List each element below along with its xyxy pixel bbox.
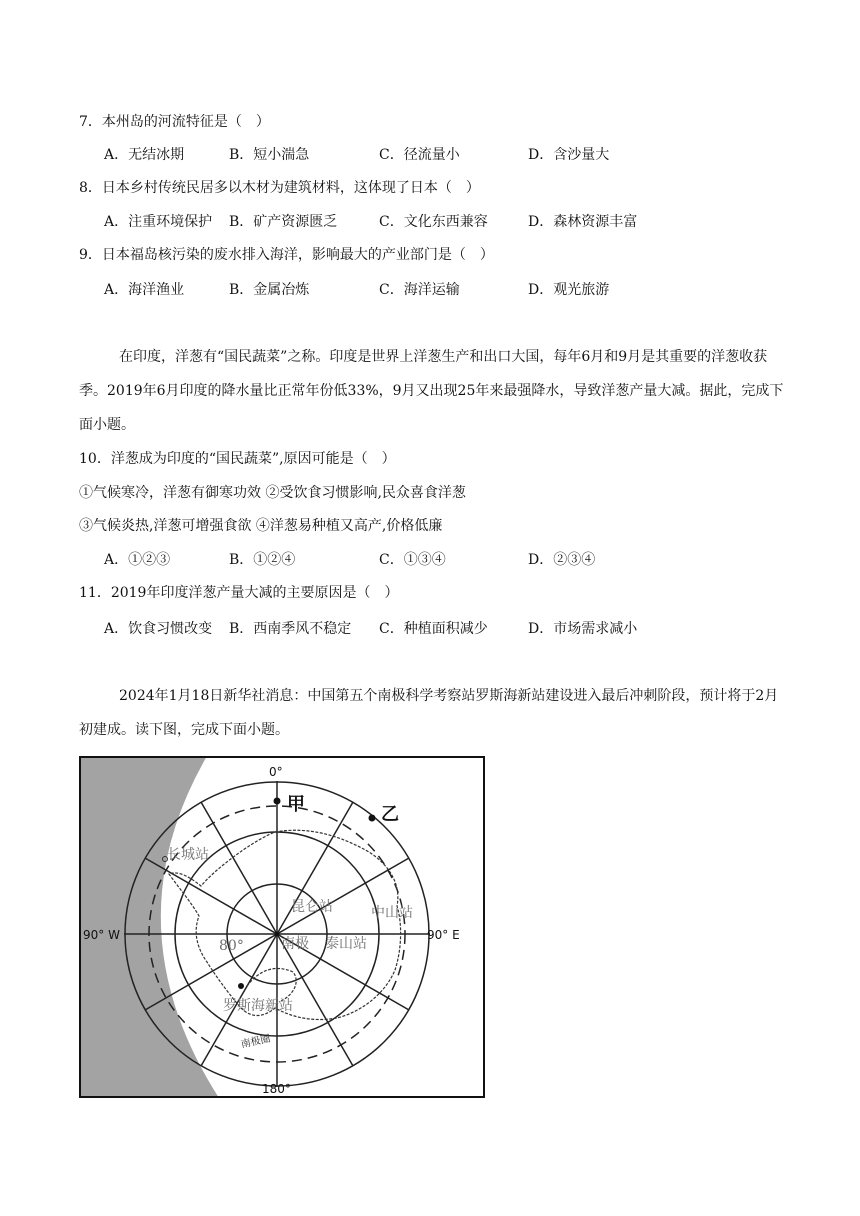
question-8-option-d: D．森林资源丰富 <box>528 214 638 230</box>
antarctica-map <box>79 756 485 1098</box>
passage-india-onion: 在印度，洋葱有“国民蔬菜”之称。印度是世界上洋葱生产和出口大国，每年6月和9月是其重要的洋葱收获季。2019年6月印度的降水量比正常年份低33%，9月又出现25年来最强降水，导致洋葱产量大减。据此，完成下面小题。 <box>79 349 784 433</box>
label-changcheng: 长城站 <box>167 847 209 863</box>
label-jia: 甲 <box>287 794 305 815</box>
question-7-option-a: A．无结冰期 <box>104 147 185 163</box>
label-yi: 乙 <box>381 804 399 825</box>
south-pole-marker <box>275 932 279 936</box>
question-8-stem: 8．日本乡村传统民居多以木材为建筑材料，这体现了日本（ ） <box>79 180 480 196</box>
point-yi-marker <box>369 815 376 822</box>
question-7-option-d: D．含沙量大 <box>528 147 610 163</box>
question-11-stem: 11．2019年印度洋葱产量大减的主要原因是（ ） <box>79 585 399 601</box>
label-80-degree: 80° <box>219 938 244 954</box>
luosihai-marker <box>238 983 244 989</box>
label-90e: 90° E <box>427 928 460 942</box>
question-8-option-a: A．注重环境保护 <box>104 214 213 230</box>
label-zhongshan: 中山站 <box>371 905 413 921</box>
question-11-option-a: A．饮食习惯改变 <box>104 621 213 637</box>
question-10-items-2: ③气候炎热,洋葱可增强食欲 ④洋葱易种植又高产,价格低廉 <box>79 518 443 534</box>
question-11-option-c: C．种植面积减少 <box>379 621 488 637</box>
label-kunlun: 昆仑站 <box>291 899 333 915</box>
label-luosihai: 罗斯海新站 <box>223 998 293 1014</box>
question-10-stem: 10．洋葱成为印度的“国民蔬菜”,原因可能是（ ） <box>79 451 396 467</box>
question-11-option-d: D．市场需求减小 <box>528 621 638 637</box>
question-7-option-b: B．短小湍急 <box>229 147 310 163</box>
question-9-option-c: C．海洋运输 <box>379 282 460 298</box>
question-9-option-a: A．海洋渔业 <box>104 282 185 298</box>
label-antarctic-circle: 南极圈 <box>239 1033 272 1051</box>
label-180-degree: 180° <box>262 1082 291 1096</box>
question-10-option-b: B．①②④ <box>229 552 296 568</box>
label-0-degree: 0° <box>269 765 283 779</box>
question-10-option-c: C．①③④ <box>379 552 446 568</box>
question-9-stem: 9．日本福岛核污染的废水排入海洋，影响最大的产业部门是（ ） <box>79 247 494 263</box>
point-jia-marker <box>274 798 281 805</box>
question-9-option-b: B．金属冶炼 <box>229 282 310 298</box>
question-10-items-1: ①气候寒冷，洋葱有御寒功效 ②受饮食习惯影响,民众喜食洋葱 <box>79 485 466 501</box>
question-7-stem: 7．本州岛的河流特征是（ ） <box>79 114 270 130</box>
passage-ross-sea-station: 2024年1月18日新华社消息：中国第五个南极科学考察站罗斯海新站建设进入最后冲刺阶段，预计将于2月初建成。读下图，完成下面小题。 <box>79 688 779 738</box>
label-taishan: 泰山站 <box>325 936 367 952</box>
label-south-pole: 南极 <box>281 936 309 952</box>
question-11-option-b: B．西南季风不稳定 <box>229 621 352 637</box>
question-7-option-c: C．径流量小 <box>379 147 460 163</box>
question-8-option-c: C．文化东西兼容 <box>379 214 488 230</box>
label-90w: 90° W <box>83 928 120 942</box>
question-8-option-b: B．矿产资源匮乏 <box>229 214 338 230</box>
question-10-option-d: D．②③④ <box>528 552 596 568</box>
question-10-option-a: A．①②③ <box>104 552 171 568</box>
question-9-option-d: D．观光旅游 <box>528 282 610 298</box>
